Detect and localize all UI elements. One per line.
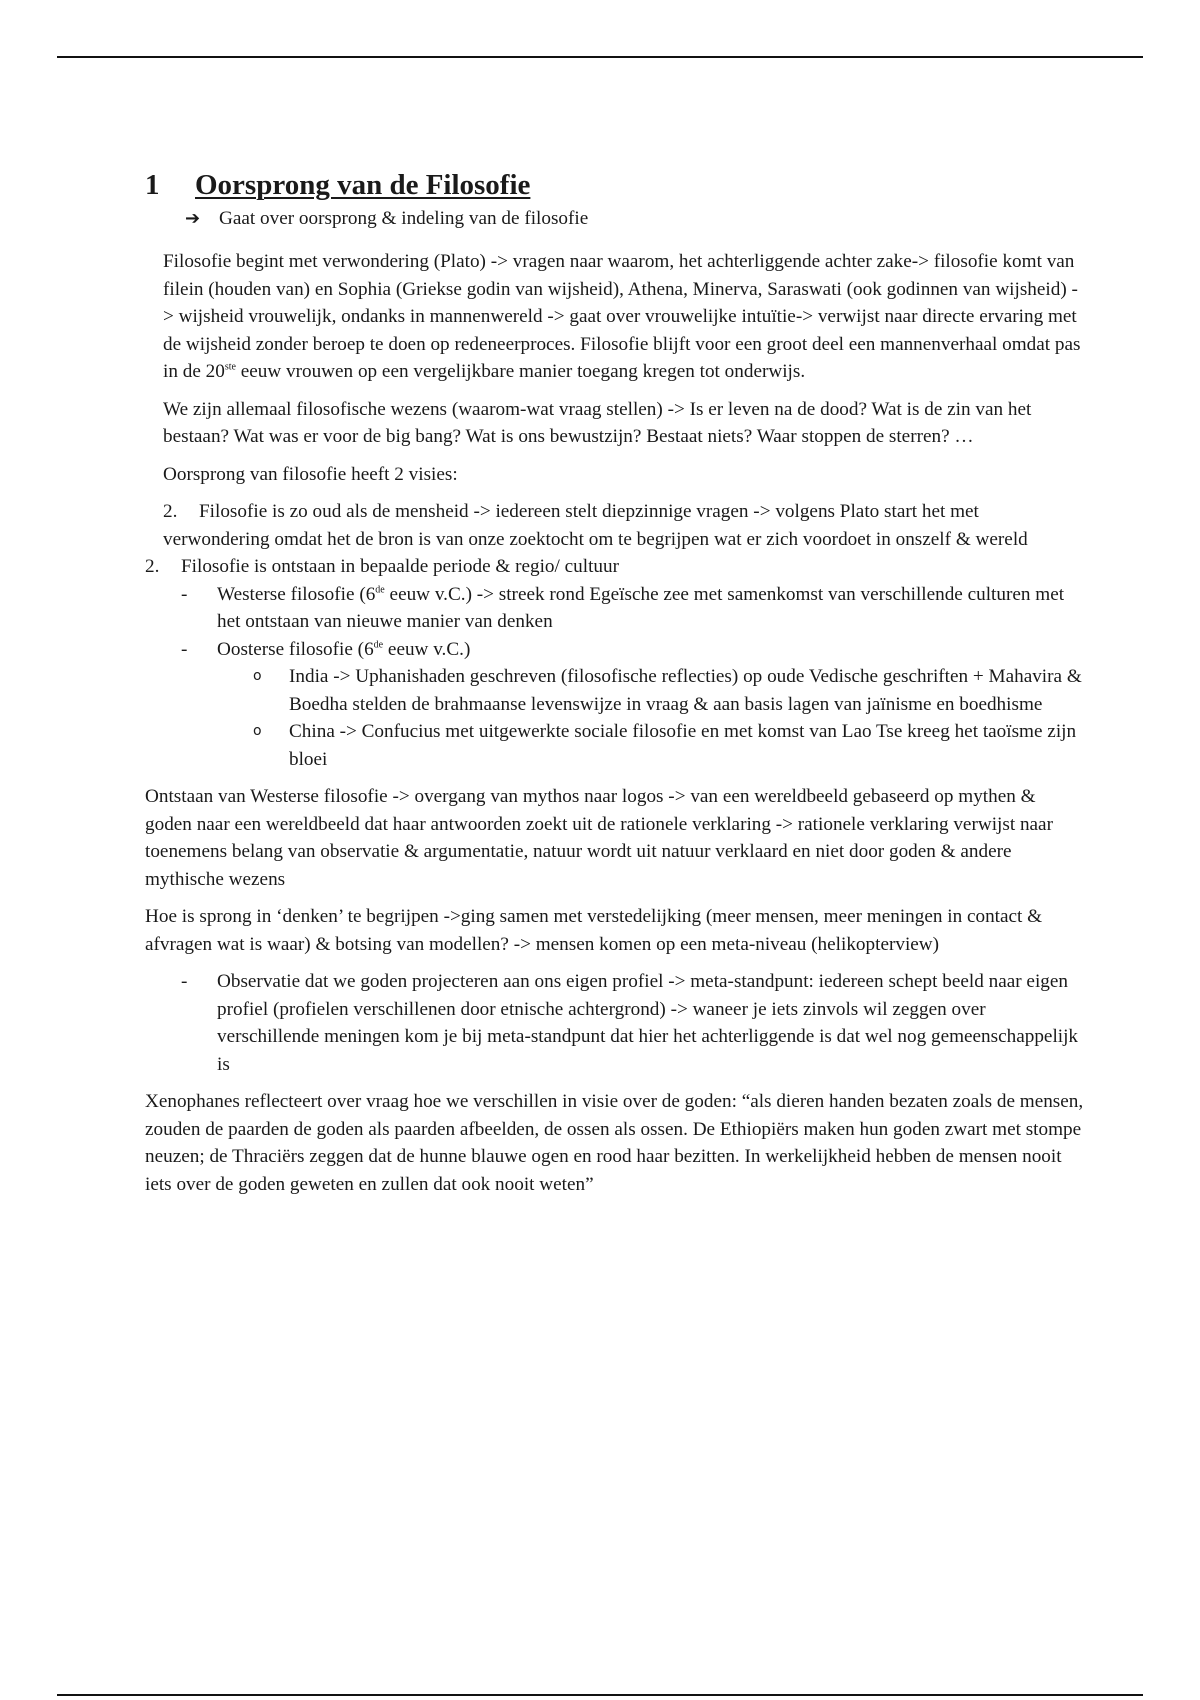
circle-bullet: o — [253, 723, 262, 739]
list-item — [145, 498, 1085, 553]
paragraph-origin — [145, 248, 1085, 386]
list-item-text: China -> Confucius met uitgewerkte sociale filosofie en met komst van Lao Tse kreeg het taoïsme zijn bloei — [289, 721, 1077, 770]
dash-bullet: - — [181, 971, 188, 992]
footer-rule — [57, 1694, 1143, 1696]
list-item — [145, 553, 1085, 581]
paragraph-leap-in-thinking: Hoe is sprong in ‘denken’ te begrijpen ->ging samen met verstedelijking (meer mensen, meer meningen in contact & afvragen wat is waar) & botsing van modellen? -> mensen komen op een meta-niveau (helikopterview) — [145, 906, 1043, 955]
list-item-text: Westerse filosofie (6de eeuw v.C.) -> streek rond Egeïsche zee met samenkomst van verschillende culturen met het ontstaan van nieuwe manier van denken — [217, 583, 1065, 632]
list-item-text: Observatie dat we goden projecteren aan ons eigen profiel -> meta-standpunt: iedereen schept beeld naar eigen profiel (profielen verschillenen door etnische achtergrond) -> waneer je iets zinvols wil zeggen over verschillende meningen kom je bij meta-standpunt dat hier het achterliggende is dat wel nog gemeenschappelijk is — [217, 971, 1079, 1075]
section-number: 1 — [145, 169, 160, 201]
intro-arrow-line — [185, 205, 1085, 233]
arrow-right-icon: ➔ — [185, 207, 201, 229]
list-item-text: India -> Uphanishaden geschreven (filosofische reflecties) op oude Vedische geschriften + Mahavira & Boedha stelden de brahmaanse levenswijze in vraag & aan basis lagen van jaïnisme en boedhisme — [289, 666, 1082, 715]
ordinal-sup: ste — [224, 361, 236, 373]
list-item — [145, 663, 1085, 718]
list-item-text: Filosofie is ontstaan in bepaalde periode & regio/ cultuur — [181, 556, 620, 577]
paragraph-xenophanes: Xenophanes reflecteert over vraag hoe we verschillen in visie over de goden: “als dieren handen bezaten zoals de mensen, zouden de paarden de goden als paarden afbeelden, de ossen als ossen. De Ethiopiërs maken hun goden zwart met stompe neuzen; de Thraciërs zeggen dat de hunne blauwe ogen en rood haar bezitten. In werkelijkheid hebben de mensen nooit iets over de goden geweten en zullen dat ook nooit weten” — [145, 1091, 1084, 1195]
dash-bullet: - — [181, 638, 188, 660]
list-item-text: Filosofie is zo oud als de mensheid -> iedereen stelt diepzinnige vragen -> volgens Plato start het met verwondering omdat het de bron is van onze zoektocht om te begrijpen wat er zich voordoet in onszelf & wereld — [163, 501, 1028, 550]
paragraph-origin-text-a: Filosofie begint met verwondering (Plato) -> vragen naar waarom, het achterliggende achter zake-> filosofie komt van filein (houden van) en Sophia (Griekse godin van wijsheid), Athena, Minerva, Saraswati (ook godinnen van wijsheid) -> wijsheid vrouwelijk, ondanks in mannenwereld -> gaat over vrouwelijke intuïtie-> verwijst naar directe ervaring met de wijsheid zonder beroep te doen op redeneerproces. Filosofie blijft voor een groot deel een mannenverhaal omdat pas in de 20 — [163, 251, 1081, 382]
paragraph-visions-intro: Oorsprong van filosofie heeft 2 visies: — [163, 463, 458, 485]
dash-bullet: - — [181, 583, 188, 605]
paragraph-origin-text-b: eeuw vrouwen op een vergelijkbare manier toegang kregen tot onderwijs. — [235, 361, 806, 382]
section-heading — [145, 168, 530, 202]
header-rule — [57, 56, 1143, 58]
list-number: 2. — [145, 556, 160, 577]
list-item-text: Oosterse filosofie (6de eeuw v.C.) — [217, 638, 471, 660]
circle-bullet: o — [253, 668, 262, 684]
document-body — [145, 168, 1085, 1198]
list-item — [145, 581, 1085, 636]
visions-list — [145, 498, 1085, 773]
intro-arrow-text: Gaat over oorsprong & indeling van de filosofie — [219, 207, 589, 229]
list-item — [145, 968, 1085, 1078]
paragraph-western-origin: Ontstaan van Westerse filosofie -> overgang van mythos naar logos -> van een wereldbeeld gebaseerd op mythen & goden naar een wereldbeeld dat haar antwoorden zoekt uit de rationele verklaring -> rationele verklaring verwijst naar toenemens belang van observatie & argumentatie, natuur wordt uit natuur verklaard en niet door goden & andere mythische wezens — [145, 786, 1053, 890]
list-number: 2. — [163, 501, 178, 522]
paragraph-questions: We zijn allemaal filosofische wezens (waarom-wat vraag stellen) -> Is er leven na de dood? Wat is de zin van het bestaan? Wat was er voor de big bang? Wat is ons bewustzijn? Bestaat niets? Waar stoppen de sterren? … — [163, 398, 1032, 447]
section-title: Oorsprong van de Filosofie — [195, 169, 531, 201]
list-item — [145, 636, 1085, 664]
observation-list — [145, 968, 1085, 1078]
list-item — [145, 718, 1085, 773]
